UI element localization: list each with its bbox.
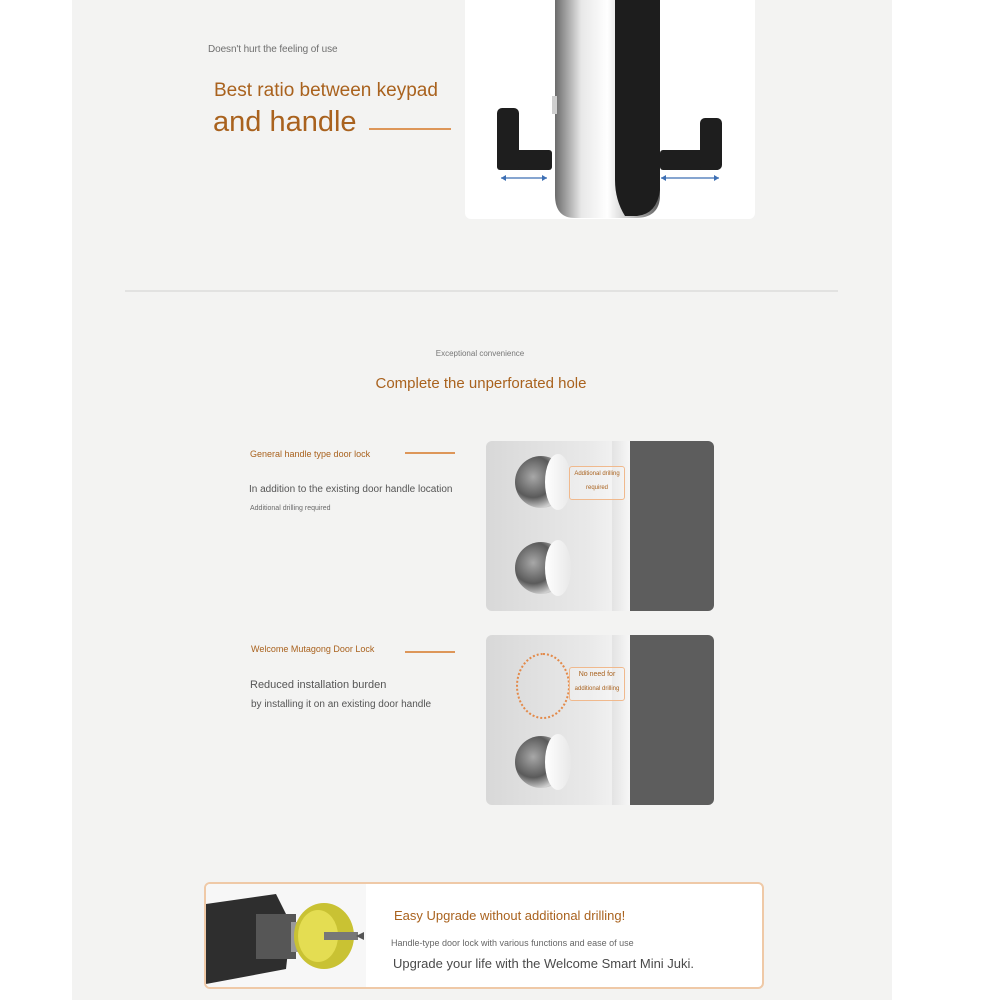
welcome-lock-desc-2: by installing it on an existing door handle [251,699,432,710]
general-lock-door-image [486,441,714,611]
drill-icon [206,884,366,987]
no-drilling-tag [569,667,625,701]
section-divider [125,290,838,292]
accent-line [369,128,451,130]
banner-subtitle: Handle-type door lock with various functions and ease of use [391,938,634,948]
section2-eyebrow: Exceptional convenience [435,349,525,358]
banner-title: Easy Upgrade without additional drilling! [394,908,626,923]
general-lock-label: General handle type door lock [250,449,371,459]
tag-line: Additional drilling [574,471,620,477]
accent-line [405,452,455,454]
door-knob [515,542,567,594]
door-lock-product-image [465,0,755,219]
tag-line: required [585,485,608,491]
upgrade-banner [204,882,764,989]
banner-tagline: Upgrade your life with the Welcome Smart Mini Juki. [393,956,695,971]
door-lock-illustration [465,0,755,219]
section1-eyebrow: Doesn't hurt the feeling of use [208,44,338,55]
drilling-required-tag [569,466,625,500]
welcome-lock-desc: Reduced installation burden [250,679,387,691]
accent-line [405,651,455,653]
door-knob [515,456,567,508]
no-drill-hole-outline [516,653,570,719]
door-knob [515,736,567,788]
general-lock-note: Additional drilling required [250,505,331,512]
section2-title: Complete the unperforated hole [375,375,587,392]
welcome-lock-label: Welcome Mutagong Door Lock [251,644,375,654]
general-lock-desc: In addition to the existing door handle location [249,484,453,495]
tag-line: No need for [578,671,616,678]
section1-title-line2: and handle [213,106,357,138]
welcome-lock-door-image [486,635,714,805]
tag-line: additional drilling [574,686,620,692]
section1-title-line1: Best ratio between keypad [214,80,438,101]
